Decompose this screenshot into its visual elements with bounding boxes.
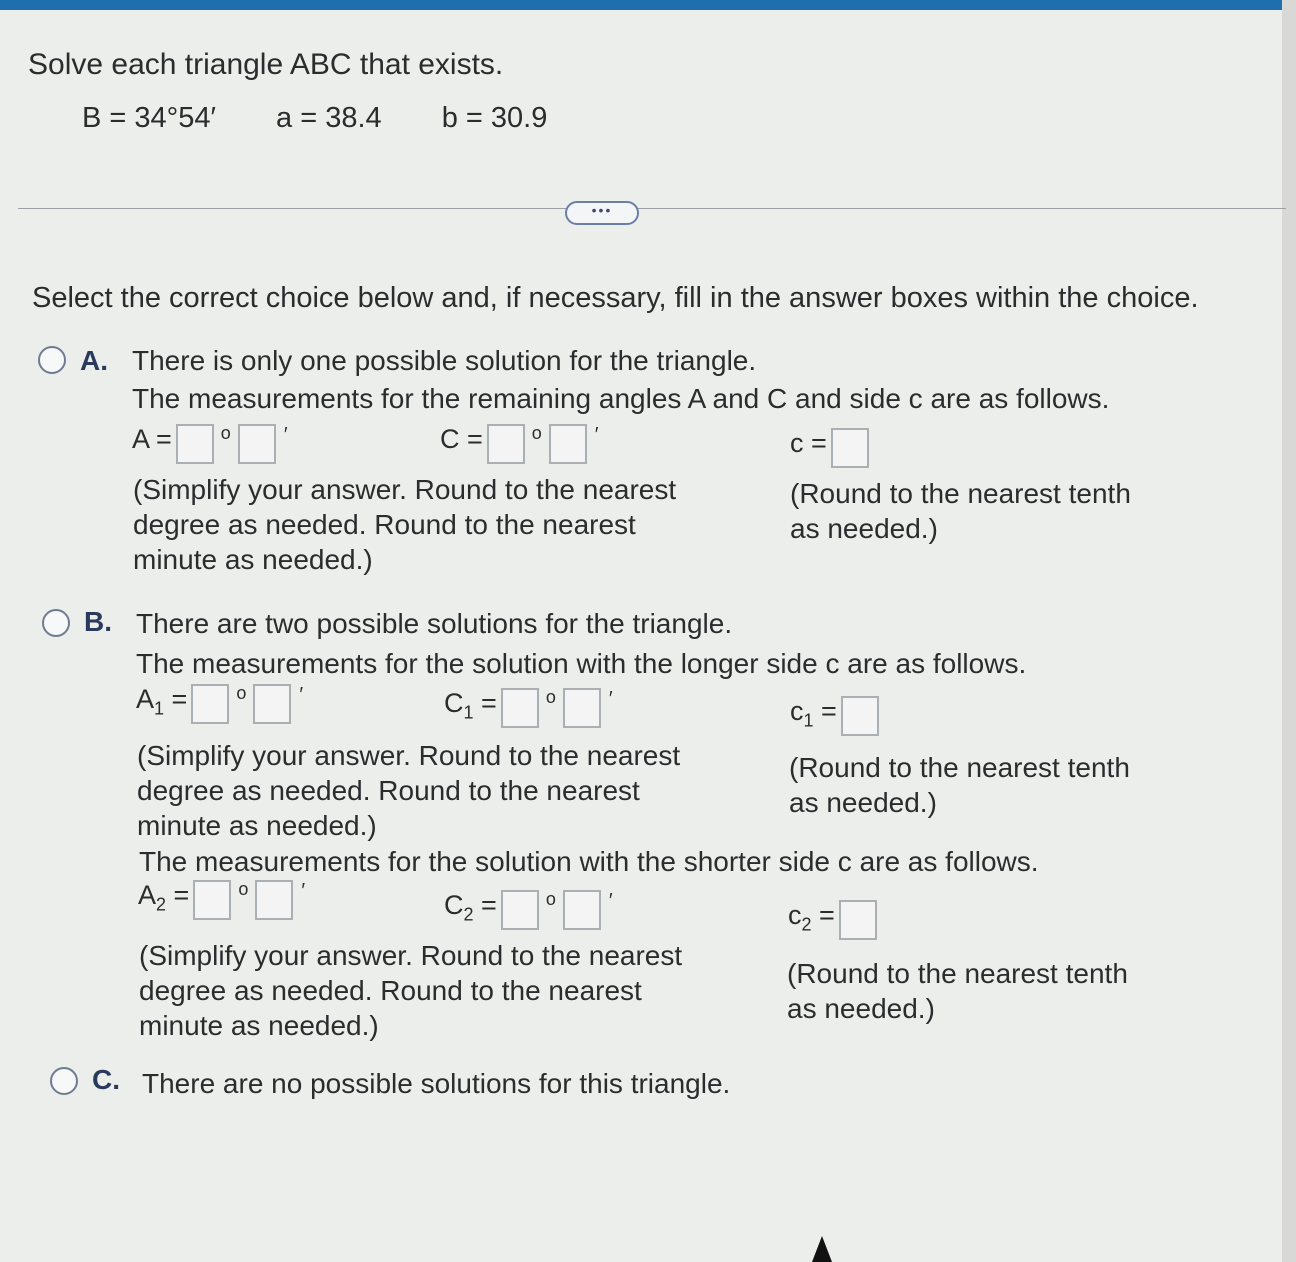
choice-b-line3: The measurements for the solution with the shorter side c are as follows. bbox=[139, 846, 1039, 877]
choice-a-radio[interactable] bbox=[38, 346, 66, 374]
minute-symbol: ′ bbox=[594, 424, 599, 446]
sol1-angle-a-label: $A_1$ = bbox=[136, 684, 188, 719]
sol2-angle-c-label: $C_2$ = bbox=[444, 890, 497, 925]
top-bar bbox=[0, 0, 1296, 10]
sol2-side-note: (Round to the nearest tenth as needed.) bbox=[787, 958, 1128, 1024]
given-side-b: b = 30.9 bbox=[441, 102, 548, 134]
given-side-a: a = 38.4 bbox=[276, 102, 382, 134]
sol1-angle-c-label: $C_1$ = bbox=[444, 688, 497, 723]
degree-symbol: o bbox=[531, 423, 542, 443]
sol1-angle-a-degrees-input[interactable] bbox=[191, 684, 229, 724]
sol1-angle-a-row bbox=[136, 684, 303, 724]
degree-symbol: o bbox=[545, 687, 556, 707]
sol2-angle-c-minutes-input[interactable] bbox=[563, 890, 601, 930]
sol1-side-c-input[interactable] bbox=[841, 696, 879, 736]
choice-a-letter: A. bbox=[80, 345, 108, 376]
choice-a-angle-c-row bbox=[440, 424, 599, 464]
side-c-label: c = bbox=[790, 428, 827, 458]
divider bbox=[18, 208, 1286, 209]
sol1-angle-a-minutes-input[interactable] bbox=[253, 684, 291, 724]
choice-b-line2: The measurements for the solution with the longer side c are as follows. bbox=[136, 648, 1027, 679]
choice-a-angle-note: (Simplify your answer. Round to the nearest degree as needed. Round to the nearest minute as needed.) bbox=[133, 474, 677, 575]
sol2-side-c-input[interactable] bbox=[839, 900, 877, 940]
sol2-angle-a-minutes-input[interactable] bbox=[255, 880, 293, 920]
choice-b-line1: There are two possible solutions for the triangle. bbox=[136, 608, 733, 639]
degree-symbol: o bbox=[545, 889, 556, 909]
minute-symbol: ′ bbox=[608, 688, 613, 710]
sol2-angle-c-row bbox=[444, 890, 613, 930]
minute-symbol: ′ bbox=[283, 424, 288, 446]
given-angle-b: B = 34°54′ bbox=[82, 102, 216, 134]
sol1-side-c-label: $c_1$ = bbox=[790, 696, 837, 731]
choice-b-letter: B. bbox=[84, 606, 112, 637]
sol2-angle-a-degrees-input[interactable] bbox=[193, 880, 231, 920]
choice-c-letter: C. bbox=[92, 1064, 120, 1095]
sol1-side-c-row bbox=[790, 696, 879, 736]
more-button[interactable]: ••• bbox=[565, 201, 639, 225]
choice-b-radio[interactable] bbox=[42, 609, 70, 637]
choice-c-line1: There are no possible solutions for this triangle. bbox=[142, 1068, 731, 1099]
sol2-angle-a-label: $A_2$ = bbox=[138, 880, 190, 915]
degree-symbol: o bbox=[220, 423, 231, 443]
sol1-side-note: (Round to the nearest tenth as needed.) bbox=[789, 752, 1130, 818]
sol1-angle-c-row bbox=[444, 688, 613, 728]
choice-a-angle-a-row bbox=[132, 424, 288, 464]
sol2-angle-a-row bbox=[138, 880, 305, 920]
angle-a-label: A = bbox=[132, 424, 172, 454]
degree-symbol: o bbox=[236, 683, 247, 703]
sol1-angle-note: (Simplify your answer. Round to the nearest degree as needed. Round to the nearest minute as needed.) bbox=[137, 740, 681, 841]
choice-a-line1: There is only one possible solution for the triangle. bbox=[132, 345, 757, 376]
minute-symbol: ′ bbox=[301, 880, 306, 902]
angle-a-minutes-input[interactable] bbox=[238, 424, 276, 464]
window-edge bbox=[1282, 0, 1296, 1262]
choice-a-line2: The measurements for the remaining angles A and C and side c are as follows. bbox=[132, 383, 1110, 414]
problem-title: Solve each triangle ABC that exists. bbox=[28, 48, 504, 81]
sol2-side-c-row bbox=[788, 900, 877, 940]
side-c-input[interactable] bbox=[831, 428, 869, 468]
angle-c-degrees-input[interactable] bbox=[487, 424, 525, 464]
sol2-angle-c-degrees-input[interactable] bbox=[501, 890, 539, 930]
angle-c-minutes-input[interactable] bbox=[549, 424, 587, 464]
minute-symbol: ′ bbox=[299, 684, 304, 706]
sol1-angle-c-degrees-input[interactable] bbox=[501, 688, 539, 728]
choice-a-side-c-row bbox=[790, 428, 869, 468]
instruction-text: Select the correct choice below and, if necessary, fill in the answer boxes within the choice. bbox=[32, 282, 1199, 314]
sol2-angle-note: (Simplify your answer. Round to the nearest degree as needed. Round to the nearest minute as needed.) bbox=[139, 940, 683, 1041]
angle-c-label: C = bbox=[440, 424, 483, 454]
given-values bbox=[82, 102, 599, 135]
degree-symbol: o bbox=[238, 879, 249, 899]
minute-symbol: ′ bbox=[608, 890, 613, 912]
choice-c-radio[interactable] bbox=[50, 1067, 78, 1095]
sol2-side-c-label: $c_2$ = bbox=[788, 900, 835, 935]
sol1-angle-c-minutes-input[interactable] bbox=[563, 688, 601, 728]
choice-a-side-note: (Round to the nearest tenth as needed.) bbox=[790, 478, 1131, 544]
angle-a-degrees-input[interactable] bbox=[176, 424, 214, 464]
mouse-cursor-icon bbox=[812, 1236, 832, 1262]
